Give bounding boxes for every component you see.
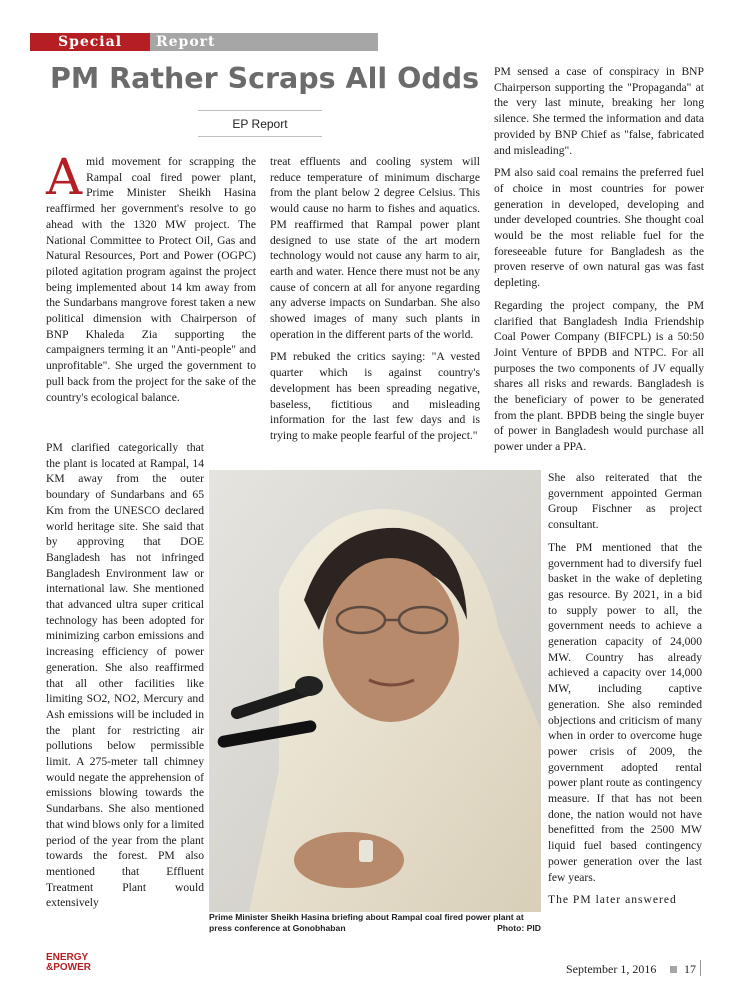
paragraph-text: The PM later answered [548, 893, 677, 907]
article-column-4 [548, 470, 702, 940]
paragraph-text: PM clarified categorically that the plant is located at Rampal, 14 KM away from the outer boundary of Sundarbans and 65 Km from the UNESCO declared world heritage site. She said that by approving that DOE Bangladesh has not infringed Bangladesh Environment law or international law. She mentioned that advanced ultra super critical technology has been adopted for minimizing carbon emissions and increasing efficiency of power generation. She also reaffirmed that all other facilities like limiting SO2, NO2, Mercury and Ash emissions will be included in the plant for restricting air pollutions below permissible limit. A 275-meter tall chimney would negate the apprehension of emissions blowing towards the Sundarbans. She also mentioned that wind blows only for a limited period of the year from the plant towards the forest. PM also mentioned that Effluent Treatment Plant would extensively [46, 441, 204, 910]
photo-portrait-illustration [209, 470, 541, 912]
byline: EP Report [232, 117, 288, 131]
divider [198, 136, 322, 137]
publication-logo-line-2: &POWER [46, 962, 91, 973]
paragraph-text: mid movement for scrapping the Rampal coal fired power plant, Prime Minister Sheikh Hasina reaffirmed her government's resolve to go ahead with the 1320 MW project. The National Committee to Protect Oil, Gas and Natural Resources, Port and Power (OGPC) piloted agitation program against the project being implemented about 14 km away from the Sundarbans mangrove forest taken a new political dimension with Chairperson of BNP Khaleda Zia supporting the campaigners terming it an "Anti-people" and unprofitable". She urged the government to pull back from the project for the sake of the country's ecological balance. [46, 155, 256, 404]
photo-caption [209, 912, 541, 934]
caption-text: Prime Minister Sheikh Hasina briefing about Rampal coal fired power plant at press conference at Gonobhaban [209, 912, 524, 933]
section-label-special: Special [57, 34, 123, 50]
divider [198, 110, 322, 111]
article-column-3 [494, 64, 704, 462]
photo-credit: Photo: PID [497, 923, 541, 933]
section-label-report: Report [156, 34, 216, 50]
folio-square-icon [670, 966, 677, 973]
page-number: 17 [684, 962, 696, 976]
publication-logo-line-1: ENERGY [46, 952, 89, 963]
folio-divider [700, 960, 701, 976]
paragraph-text: The PM mentioned that the government had to diversify fuel basket in the wake of depleting gas resource. By 2021, in a bid to supply power to all, the government needs to achieve a generation capacity of 24,000 MW. Country has already achieved a capacity over 14,000 MW, including captive generation. She also reminded objections and criticism of many when in order to overcome huge power crisis of 2009, the government adopted rental power plant route as contingency measure. If that has not been done, the nation would not have benefitted from the 2500 MW liquid fuel based contingency power generation over the last few years. [548, 540, 702, 884]
drop-cap: A [46, 148, 83, 206]
page-title: PM Rather Scraps All Odds [50, 62, 480, 95]
paragraph-text: PM also said coal remains the preferred fuel of choice in most countries for power generation in developed, developing and under developed countries. She thought coal would be the most reliable fuel for the foreseeable future for Bangladesh as the proven reserve of own natural gas was fast depleting. [494, 166, 704, 290]
paragraph-text: treat effluents and cooling system will reduce temperature of minimum discharge from the plant below 2 degree Celsius. This would cause no harm to fishes and aquatics. PM reaffirmed that Rampal power plant designed to use state of the art modern technology would not cause any harm to air, earth and water. Hence there must not be any cause of concern at all for anyone regarding any adverse impacts on Sundarban. She also showed images of many such plants in operation in the different parts of the world. [270, 155, 480, 341]
paragraph-text: Regarding the project company, the PM clarified that Bangladesh India Friendship Coal Power Company (BIFCPL) is a 50:50 Joint Venture of BPDB and NTPC. For all purposes the two components of JV equally shares all risks and rewards. Bangladesh is the beneficiary of power to be generated from the plant. BPDB being the single buyer of power in Bangladesh would purchase all power under a PPA. [494, 298, 704, 454]
article-photo [209, 470, 541, 912]
paragraph-text: PM sensed a case of conspiracy in BNP Chairperson supporting the "Propaganda" at the very last minute, breaking her long silence. She termed the information and data provided by BNP Chief as "false, fabricated and misleading". [494, 65, 704, 157]
paragraph-text: She also reiterated that the government appointed German Group Fischner as project consultant. [548, 471, 702, 532]
issue-date: September 1, 2016 [566, 962, 657, 976]
article-column-2 [270, 154, 480, 451]
article-column-1 [46, 148, 256, 412]
paragraph [46, 148, 256, 405]
paragraph-text: PM rebuked the critics saying: "A vested quarter which is against country's development has been spreading negative, baseless, fictitious and misleading information for the last few days and is trying to make people fearful of the project." [270, 350, 480, 442]
article-column-1-lower [46, 440, 204, 940]
